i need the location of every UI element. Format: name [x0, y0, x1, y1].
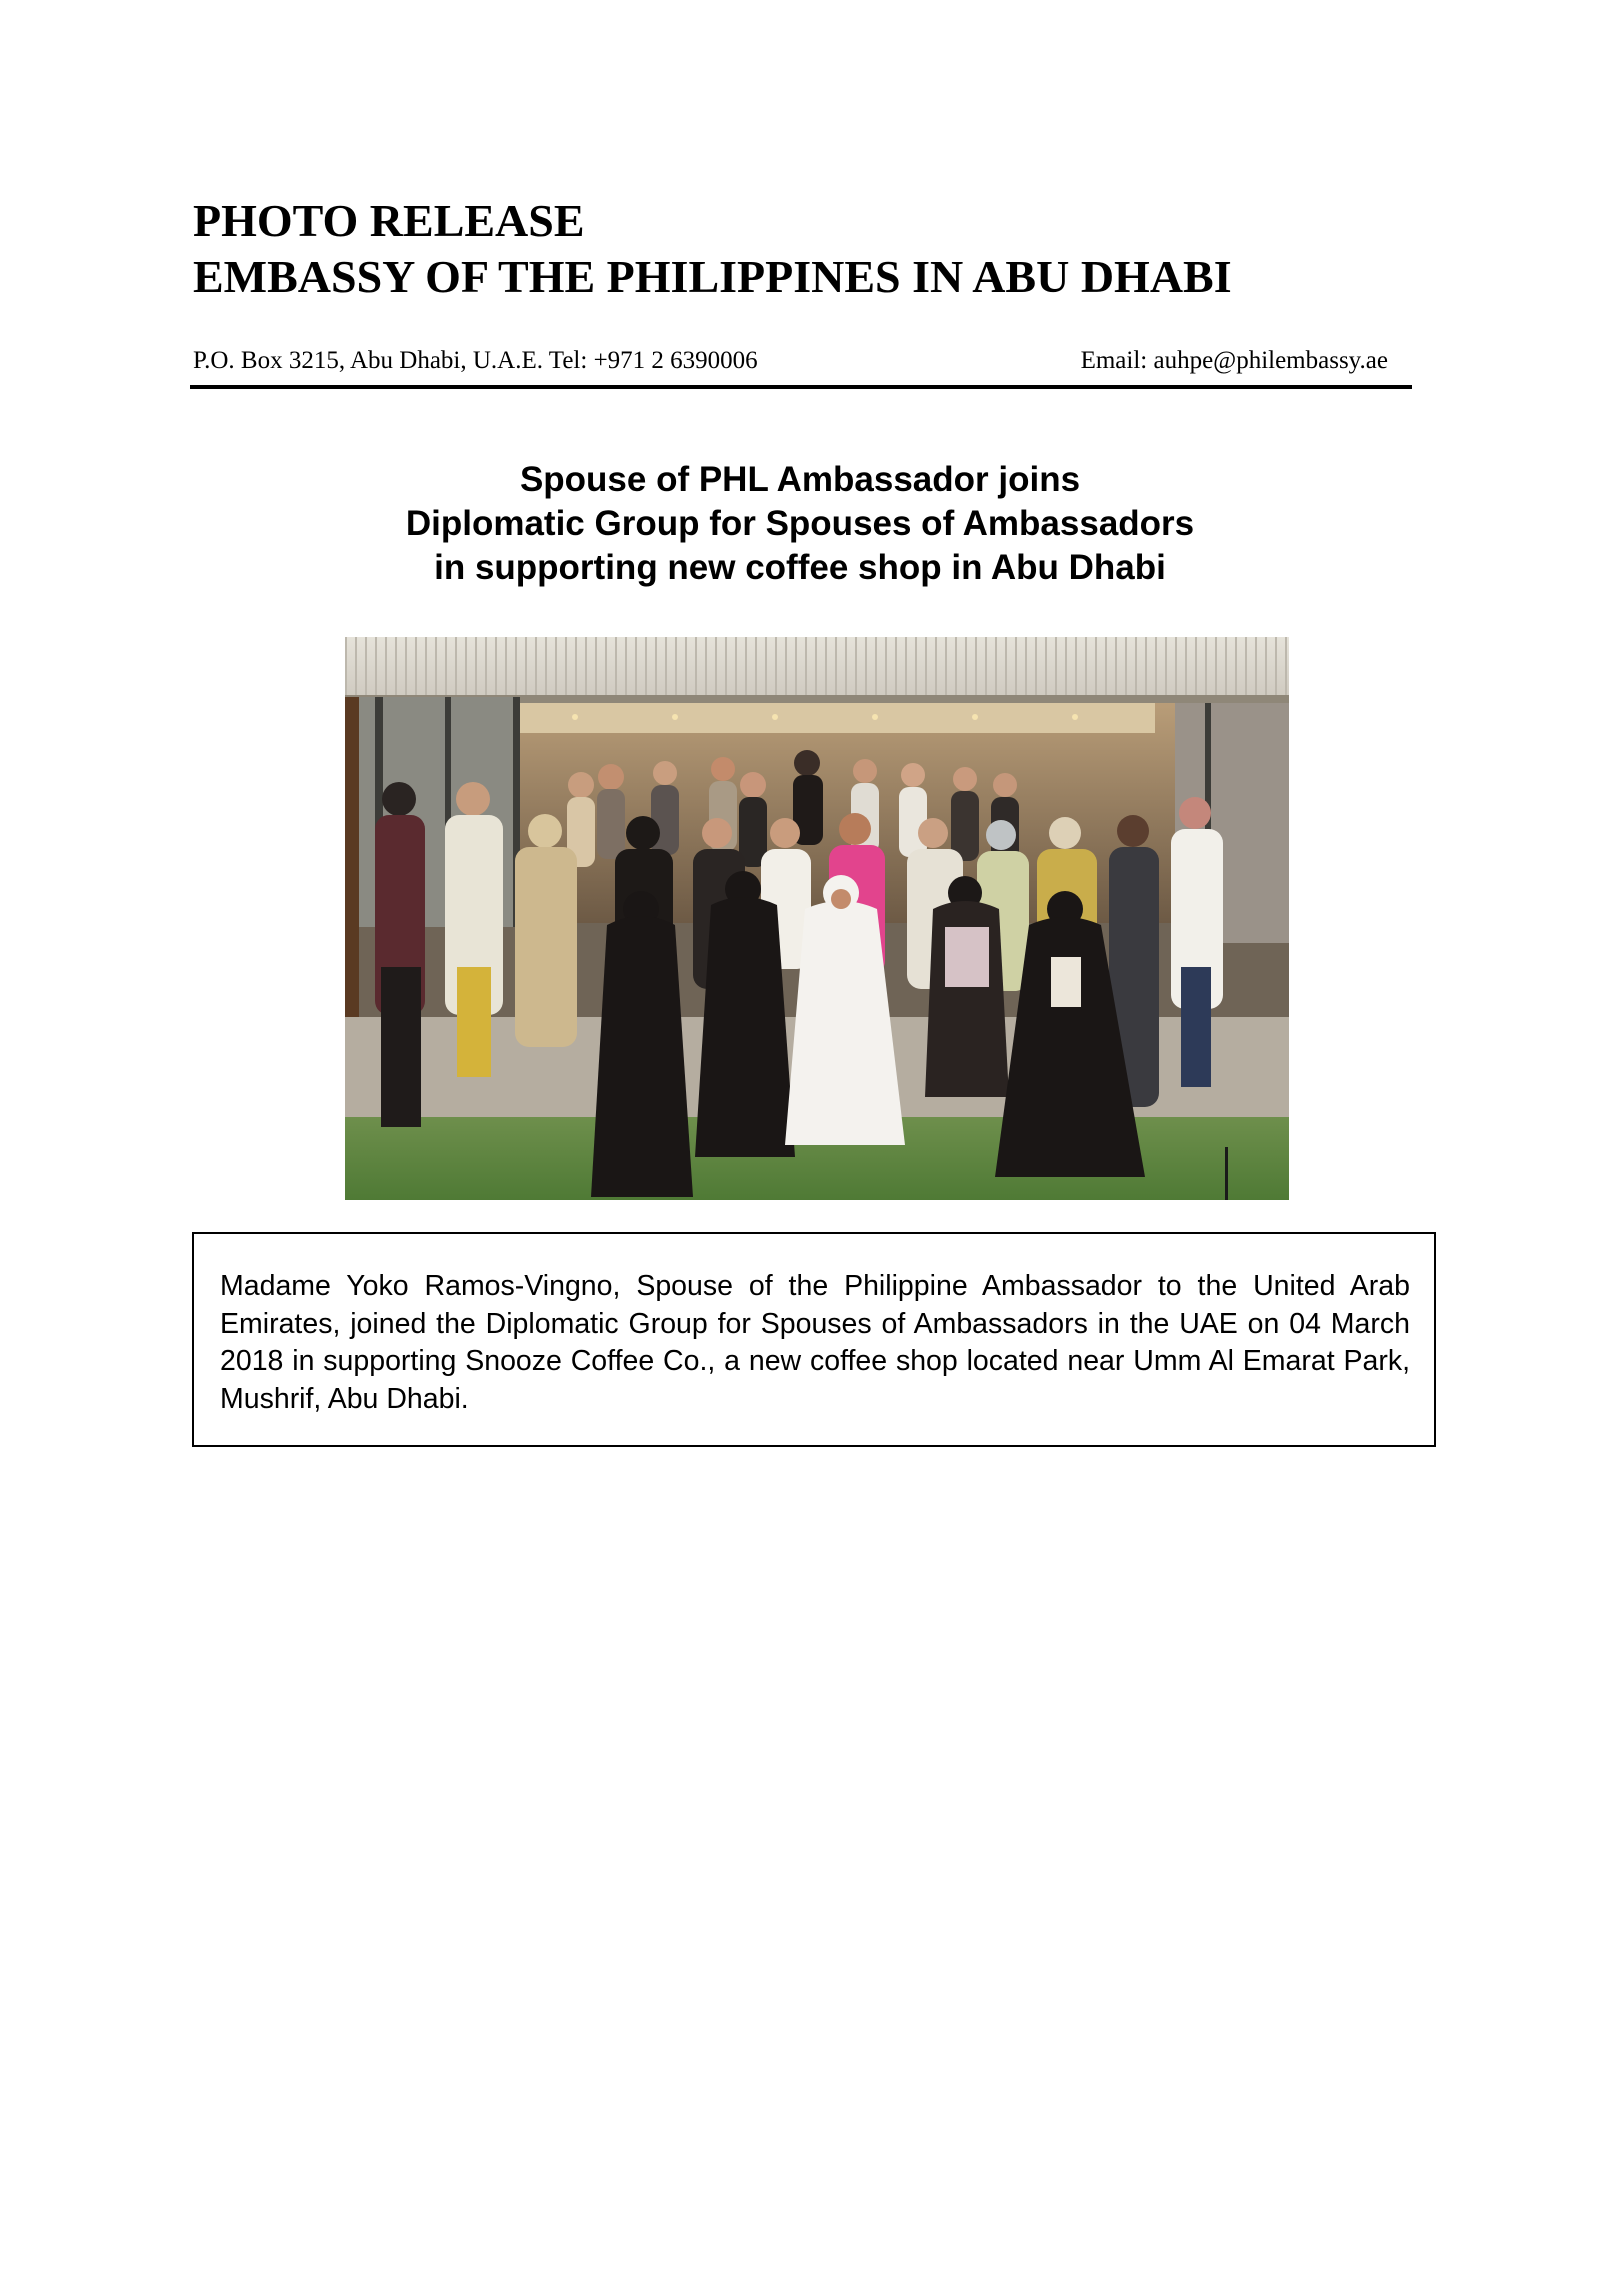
contact-email: Email: auhpe@philembassy.ae	[1080, 347, 1388, 374]
headline	[250, 458, 1350, 590]
caption-box	[192, 1232, 1436, 1447]
headline-line-3: in supporting new coffee shop in Abu Dhabi	[434, 548, 1166, 587]
embassy-name-heading: EMBASSY OF THE PHILIPPINES IN ABU DHABI	[193, 251, 1232, 302]
release-type-heading: PHOTO RELEASE	[193, 195, 585, 246]
headline-line-1: Spouse of PHL Ambassador joins	[519, 460, 1081, 499]
header-divider	[190, 385, 1412, 389]
group-photo	[345, 637, 1289, 1200]
contact-address: P.O. Box 3215, Abu Dhabi, U.A.E. Tel: +971 2 6390006	[193, 347, 758, 374]
photo-caption: Madame Yoko Ramos-Vingno, Spouse of the Philippine Ambassador to the United Arab Emirates, joined the Diplomatic Group for Spouses of Ambassadors in the UAE on 04 March 2018 in supporting Snooze Coffee Co., a new coffee shop located near Umm Al Emarat Park, Mushrif, Abu Dhabi.	[220, 1270, 1410, 1415]
contact-row	[193, 346, 1388, 376]
headline-line-2: Diplomatic Group for Spouses of Ambassadors	[405, 504, 1195, 543]
